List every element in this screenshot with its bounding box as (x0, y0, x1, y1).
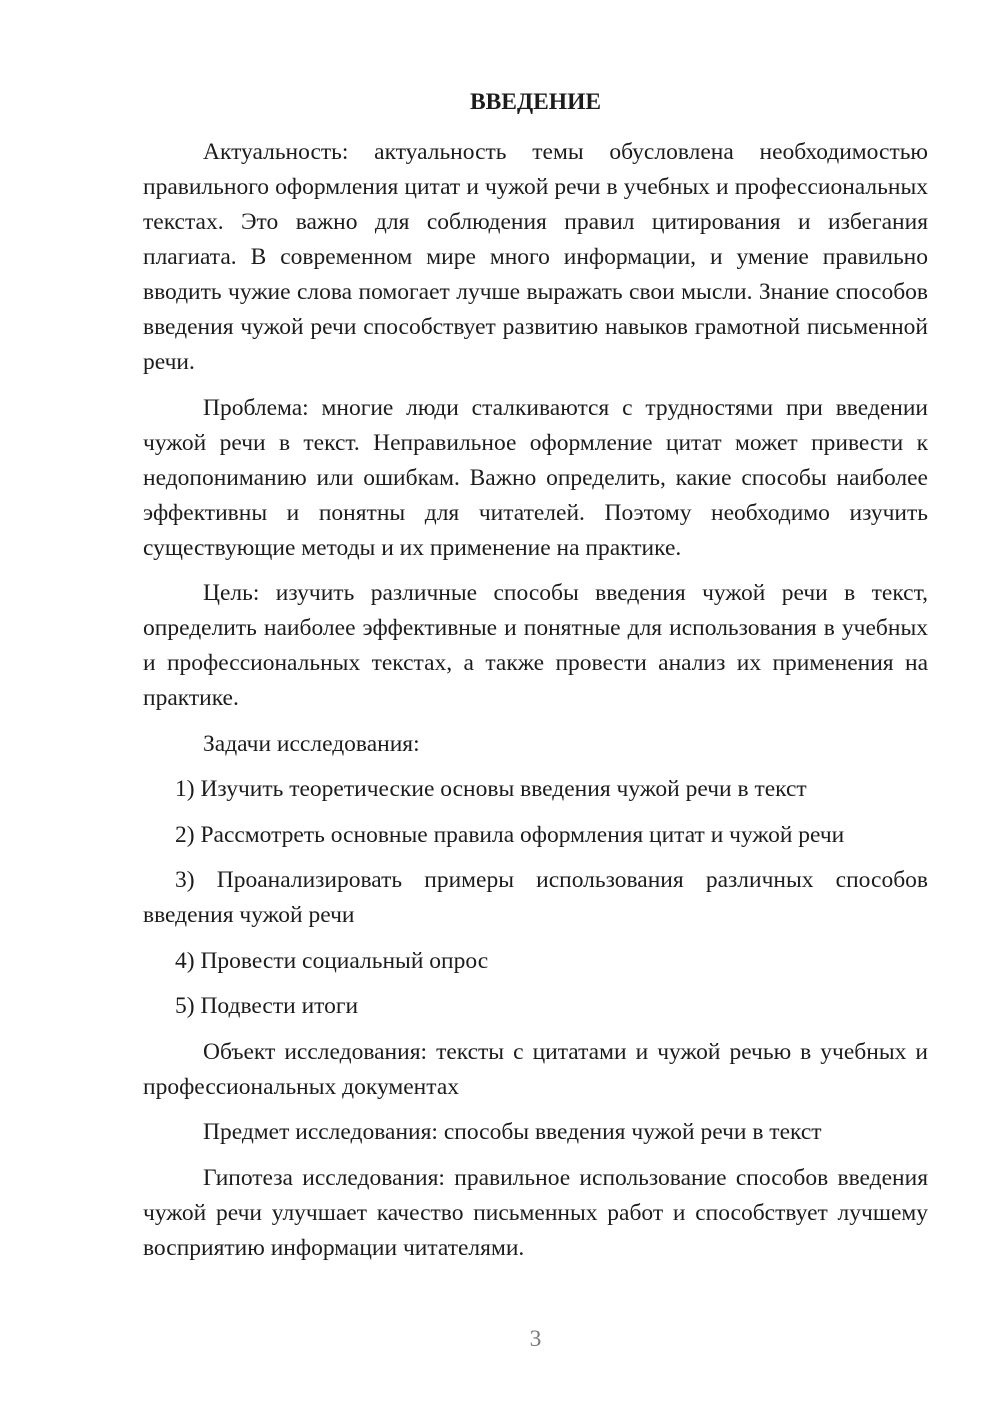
paragraph-goal: Цель: изучить различные способы введения чужой речи в текст, определить наиболее эффективные и понятные для использования в учебных и профессиональных текстах, а также провести анализ их применения на практике. (143, 580, 928, 711)
paragraph-tasks-heading: Задачи исследования: (203, 730, 420, 757)
paragraph-object: Объект исследования: тексты с цитатами и чужой речью в учебных и профессиональных документах (143, 1038, 928, 1100)
paragraph-subject: Предмет исследования: способы введения чужой речи в текст (203, 1119, 822, 1145)
task-item-3: 3) Проанализировать примеры использования различных способов введения чужой речи (143, 867, 928, 928)
paragraph-relevance: Актуальность: актуальность темы обусловлена необходимостью правильного оформления цитат и чужой речи в учебных и профессиональных текстах. Это важно для соблюдения правил цитирования и избегания плагиата. В современном мире много информации, и умение правильно вводить чужие слова помогает лучше выражать свои мысли. Знание способов введения чужой речи способствует развитию навыков грамотной письменной речи. (143, 139, 928, 375)
task-item-1: 1) Изучить теоретические основы введения чужой речи в текст (175, 776, 807, 802)
task-item-5: 5) Подвести итоги (175, 993, 359, 1019)
content-column (143, 85, 928, 1266)
task-item-2: 2) Рассмотреть основные правила оформления цитат и чужой речи (175, 821, 845, 848)
section-title: ВВЕДЕНИЕ (469, 89, 602, 115)
paragraph-hypothesis: Гипотеза исследования: правильное использование способов введения чужой речи улучшает качество письменных работ и способствует лучшему восприятию информации читателями. (143, 1164, 928, 1261)
paragraph-problem: Проблема: многие люди сталкиваются с трудностями при введении чужой речи в текст. Неправильное оформление цитат может привести к недопониманию или ошибкам. Важно определить, какие способы наиболее эффективны и понятны для читателей. Поэтому необходимо изучить существующие методы и их применение на практике. (143, 394, 928, 561)
page-number: 3 (529, 1326, 542, 1352)
task-item-4: 4) Провести социальный опрос (175, 947, 489, 974)
